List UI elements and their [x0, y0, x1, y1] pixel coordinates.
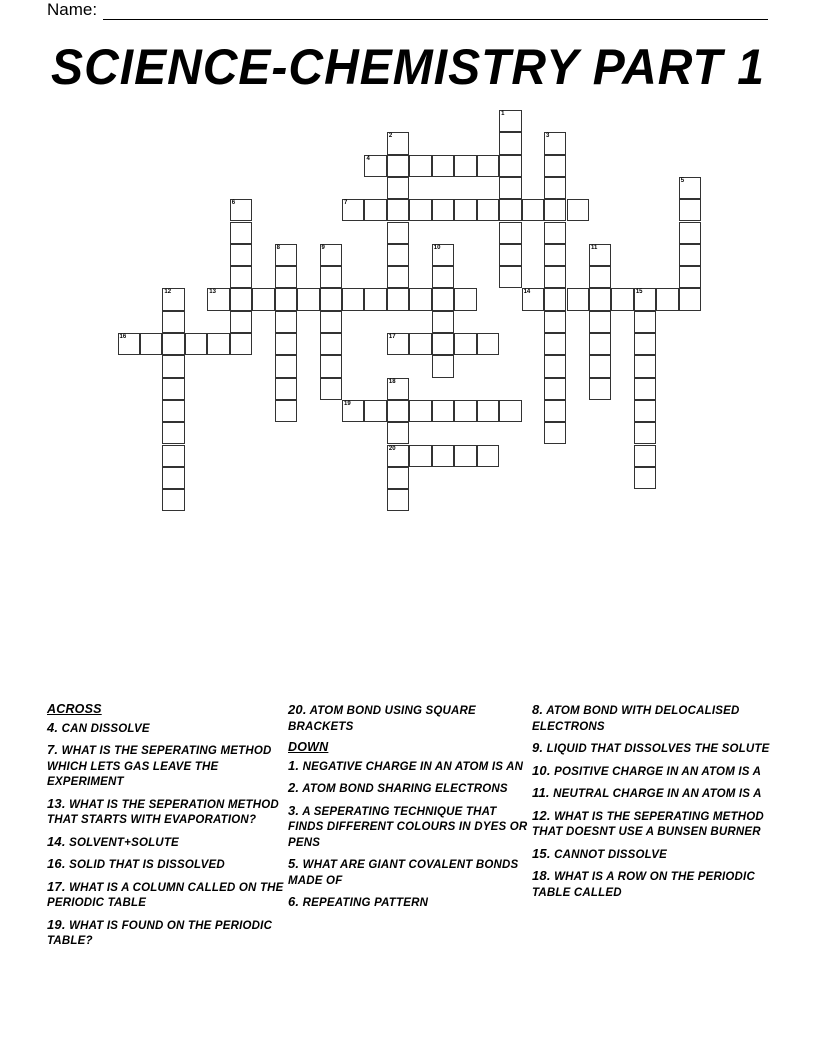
clue-text: POSITIVE CHARGE IN AN ATOM IS A — [554, 765, 762, 778]
crossword-cell[interactable] — [589, 333, 611, 355]
crossword-cell[interactable] — [499, 132, 521, 154]
cell-number: 13 — [209, 289, 216, 296]
clue-text: WHAT ARE GIANT COVALENT BONDS MADE OF — [288, 859, 519, 887]
crossword-cell[interactable] — [544, 177, 566, 199]
crossword-cell[interactable] — [275, 378, 297, 400]
crossword-cell[interactable] — [387, 378, 409, 400]
crossword-cell[interactable] — [432, 288, 454, 310]
crossword-cell[interactable] — [230, 311, 252, 333]
crossword-cell[interactable] — [544, 155, 566, 177]
crossword-cell[interactable] — [409, 400, 431, 422]
crossword-cell[interactable] — [162, 288, 184, 310]
across-heading: ACROSS — [47, 702, 102, 716]
clue-number: 13. — [47, 795, 66, 811]
crossword-cell[interactable] — [387, 400, 409, 422]
crossword-cell[interactable] — [320, 355, 342, 377]
clue-text: SOLID THAT IS DISSOLVED — [69, 859, 225, 871]
crossword-cell[interactable] — [544, 288, 566, 310]
cell-number: 18 — [388, 378, 396, 385]
cell-number: 9 — [321, 244, 325, 251]
crossword-cell[interactable] — [499, 400, 521, 422]
crossword-cell[interactable] — [297, 288, 319, 310]
down-clue — [288, 780, 528, 798]
down-clue — [288, 894, 528, 912]
clue-number: 4. — [47, 719, 59, 735]
crossword-cell[interactable] — [499, 155, 521, 177]
across-clue — [47, 834, 287, 852]
clue-number: 6. — [288, 894, 300, 909]
crossword-cell[interactable] — [320, 266, 342, 288]
name-label: Name: — [47, 0, 98, 19]
cell-number: 8 — [276, 244, 280, 251]
crossword-cell[interactable] — [387, 489, 409, 511]
crossword-cell[interactable] — [275, 311, 297, 333]
clue-text: WHAT IS THE SEPERATION METHOD THAT STARTS WITH EVAPORATION? — [47, 798, 279, 826]
crossword-cell[interactable] — [454, 288, 476, 310]
crossword-cell[interactable] — [589, 355, 611, 377]
crossword-cell[interactable] — [387, 244, 409, 266]
down-clue — [532, 740, 772, 758]
crossword-cell[interactable] — [387, 199, 409, 221]
crossword-cell[interactable] — [409, 288, 431, 310]
crossword-cell[interactable] — [387, 266, 409, 288]
down-heading: DOWN — [288, 740, 329, 754]
crossword-cell[interactable] — [275, 266, 297, 288]
across-clue — [288, 702, 528, 735]
crossword-cell[interactable] — [589, 288, 611, 310]
down-clue — [532, 868, 772, 901]
crossword-cell[interactable] — [230, 244, 252, 266]
crossword-cell[interactable] — [387, 132, 409, 154]
crossword-cell[interactable] — [275, 355, 297, 377]
crossword-cell[interactable] — [567, 199, 589, 221]
crossword-cell[interactable] — [679, 222, 701, 244]
crossword-cell[interactable] — [454, 400, 476, 422]
crossword-cell[interactable] — [432, 244, 454, 266]
crossword-cell[interactable] — [544, 400, 566, 422]
crossword-cell[interactable] — [544, 266, 566, 288]
crossword-cell[interactable] — [387, 333, 409, 355]
crossword-cell[interactable] — [364, 155, 386, 177]
down-clue — [532, 846, 772, 864]
crossword-cell[interactable] — [499, 222, 521, 244]
crossword-cell[interactable] — [567, 288, 589, 310]
crossword-cell[interactable] — [409, 199, 431, 221]
crossword-cell[interactable] — [454, 333, 476, 355]
crossword-cell[interactable] — [432, 266, 454, 288]
down-clue — [532, 785, 772, 803]
crossword-cell[interactable] — [544, 244, 566, 266]
clues-column-2 — [288, 702, 528, 917]
clue-text: NEGATIVE CHARGE IN AN ATOM IS AN — [302, 760, 524, 773]
crossword-cell[interactable] — [679, 288, 701, 310]
clue-text: WHAT IS A ROW ON THE PERIODIC TABLE CALLED — [532, 871, 755, 899]
cell-number: 2 — [388, 133, 393, 140]
crossword-cell[interactable] — [432, 400, 454, 422]
crossword-cell[interactable] — [162, 355, 184, 377]
crossword-cell[interactable] — [544, 422, 566, 444]
crossword-cell[interactable] — [320, 378, 342, 400]
cell-number: 6 — [231, 200, 236, 207]
crossword-cell[interactable] — [477, 445, 499, 467]
cell-number: 15 — [635, 289, 643, 296]
crossword-cell[interactable] — [162, 378, 184, 400]
clue-text: REPEATING PATTERN — [302, 897, 429, 909]
cell-number: 14 — [523, 289, 531, 296]
clue-number: 2. — [288, 780, 300, 795]
crossword-cell[interactable] — [634, 422, 656, 444]
page-title: SCIENCE-CHEMISTRY PART 1 — [51, 39, 765, 96]
crossword-cell[interactable] — [387, 155, 409, 177]
clue-number: 1. — [288, 757, 300, 773]
clue-number: 5. — [288, 856, 300, 871]
crossword-cell[interactable] — [364, 288, 386, 310]
crossword-cell[interactable] — [679, 199, 701, 221]
cell-number: 5 — [680, 177, 685, 184]
crossword-cell[interactable] — [679, 177, 701, 199]
cell-number: 1 — [501, 111, 505, 117]
crossword-cell[interactable] — [499, 244, 521, 266]
crossword-cell[interactable] — [499, 110, 521, 132]
clue-number: 9. — [532, 740, 544, 755]
crossword-cell[interactable] — [589, 244, 611, 266]
crossword-cell[interactable] — [589, 266, 611, 288]
crossword-cell[interactable] — [454, 155, 476, 177]
clue-number: 3. — [288, 802, 300, 818]
crossword-cell[interactable] — [230, 199, 252, 221]
crossword-cell[interactable] — [454, 199, 476, 221]
crossword-cell[interactable] — [432, 155, 454, 177]
crossword-cell[interactable] — [679, 266, 701, 288]
crossword-cell[interactable] — [342, 400, 364, 422]
crossword-cell[interactable] — [544, 378, 566, 400]
crossword-cell[interactable] — [320, 311, 342, 333]
clue-text: NEUTRAL CHARGE IN AN ATOM IS A — [553, 788, 762, 800]
clues-column-1 — [47, 702, 287, 955]
cell-number: 19 — [344, 400, 351, 407]
crossword-cell[interactable] — [387, 445, 409, 467]
cell-number: 12 — [164, 289, 172, 296]
crossword-cell[interactable] — [544, 222, 566, 244]
clue-number: 20. — [288, 702, 307, 717]
clue-text: ATOM BOND WITH DELOCALISED ELECTRONS — [532, 705, 740, 733]
crossword-cell[interactable] — [162, 467, 184, 489]
crossword-cell[interactable] — [162, 445, 184, 467]
cell-number: 7 — [344, 200, 348, 207]
cell-number: 4 — [366, 155, 370, 162]
crossword-cell[interactable] — [162, 333, 184, 355]
crossword-cell[interactable] — [387, 467, 409, 489]
clue-number: 8. — [532, 702, 544, 717]
clue-number: 18. — [532, 868, 551, 883]
clue-text: A SEPERATING TECHNIQUE THAT FINDS DIFFERENT COLOURS IN DYES OR PENS — [288, 805, 528, 849]
across-clue — [47, 879, 287, 912]
crossword-cell[interactable] — [611, 288, 633, 310]
crossword-cell[interactable] — [634, 467, 656, 489]
crossword-cell[interactable] — [432, 355, 454, 377]
clue-text: CAN DISSOLVE — [61, 722, 150, 735]
crossword-cell[interactable] — [544, 311, 566, 333]
crossword-cell[interactable] — [409, 333, 431, 355]
crossword-cell[interactable] — [544, 355, 566, 377]
crossword-cell[interactable] — [387, 422, 409, 444]
crossword-cell[interactable] — [522, 288, 544, 310]
crossword-cell[interactable] — [409, 445, 431, 467]
crossword-cell[interactable] — [342, 288, 364, 310]
crossword-cell[interactable] — [477, 333, 499, 355]
across-clue — [47, 917, 287, 950]
crossword-cell[interactable] — [162, 311, 184, 333]
clue-text: CANNOT DISSOLVE — [554, 848, 667, 861]
crossword-cell[interactable] — [387, 288, 409, 310]
crossword-cell[interactable] — [320, 244, 342, 266]
cell-number: 16 — [119, 334, 127, 340]
across-clue — [47, 856, 287, 874]
crossword-cell[interactable] — [634, 400, 656, 422]
crossword-cell[interactable] — [387, 222, 409, 244]
down-clue — [288, 803, 528, 852]
crossword-cell[interactable] — [275, 244, 297, 266]
clue-text: LIQUID THAT DISSOLVES THE SOLUTE — [546, 743, 770, 755]
crossword-cell[interactable] — [162, 400, 184, 422]
crossword-cell[interactable] — [589, 311, 611, 333]
down-clue — [288, 856, 528, 889]
cell-number: 10 — [433, 244, 441, 251]
down-clue — [532, 808, 772, 841]
crossword-cell[interactable] — [140, 333, 162, 355]
crossword-cell[interactable] — [230, 222, 252, 244]
crossword-cell[interactable] — [679, 244, 701, 266]
clue-number: 19. — [47, 916, 66, 932]
crossword-cell[interactable] — [275, 288, 297, 310]
clue-number: 10. — [532, 762, 551, 778]
crossword-cell[interactable] — [477, 199, 499, 221]
crossword-cell[interactable] — [162, 422, 184, 444]
cell-number: 20 — [388, 445, 396, 452]
crossword-cell[interactable] — [634, 288, 656, 310]
clue-number: 11. — [532, 785, 550, 800]
crossword-cell[interactable] — [185, 333, 207, 355]
crossword-cell[interactable] — [477, 400, 499, 422]
crossword-cell[interactable] — [230, 333, 252, 355]
crossword-cell[interactable] — [207, 288, 229, 310]
crossword-cell[interactable] — [634, 378, 656, 400]
crossword-cell[interactable] — [432, 445, 454, 467]
crossword-cell[interactable] — [634, 355, 656, 377]
crossword-cell[interactable] — [477, 155, 499, 177]
cell-number: 11 — [590, 244, 598, 251]
across-clue — [47, 720, 287, 738]
crossword-cell[interactable] — [320, 288, 342, 310]
cell-number: 17 — [388, 334, 396, 340]
crossword-cell[interactable] — [634, 333, 656, 355]
crossword-cell[interactable] — [118, 333, 140, 355]
crossword-cell[interactable] — [656, 288, 678, 310]
cell-number: 3 — [546, 133, 550, 140]
across-clue — [47, 742, 287, 791]
crossword-cell[interactable] — [409, 155, 431, 177]
crossword-cell[interactable] — [522, 199, 544, 221]
across-clue — [47, 796, 287, 829]
crossword-cell[interactable] — [544, 333, 566, 355]
crossword-cell[interactable] — [364, 400, 386, 422]
clue-text: WHAT IS THE SEPERATING METHOD WHICH LETS GAS LEAVE THE EXPERIMENT — [47, 745, 272, 788]
clue-number: 16. — [47, 856, 66, 871]
clue-text: ATOM BOND SHARING ELECTRONS — [302, 783, 508, 795]
crossword-cell[interactable] — [432, 333, 454, 355]
crossword-cell[interactable] — [432, 311, 454, 333]
crossword-cell[interactable] — [342, 199, 364, 221]
crossword-cell[interactable] — [320, 333, 342, 355]
crossword-cell[interactable] — [230, 288, 252, 310]
clue-text: WHAT IS THE SEPERATING METHOD THAT DOESNT USE A BUNSEN BURNER — [532, 810, 764, 838]
clue-text: ATOM BOND USING SQUARE BRACKETS — [288, 705, 476, 733]
crossword-cell[interactable] — [499, 177, 521, 199]
crossword-cell[interactable] — [252, 288, 274, 310]
clue-text: SOLVENT+SOLUTE — [69, 836, 179, 849]
crossword-cell[interactable] — [634, 445, 656, 467]
crossword-cell[interactable] — [230, 266, 252, 288]
crossword-cell[interactable] — [207, 333, 229, 355]
crossword-cell[interactable] — [544, 199, 566, 221]
crossword-cell[interactable] — [387, 177, 409, 199]
clues-column-3 — [532, 702, 772, 906]
down-clue — [532, 702, 772, 735]
clue-number: 15. — [532, 845, 551, 861]
crossword-cell[interactable] — [162, 489, 184, 511]
crossword-cell[interactable] — [499, 199, 521, 221]
crossword-cell[interactable] — [634, 311, 656, 333]
clue-text: WHAT IS FOUND ON THE PERIODIC TABLE? — [47, 919, 273, 947]
down-clue — [532, 763, 772, 781]
crossword-cell[interactable] — [454, 445, 476, 467]
crossword-cell[interactable] — [432, 199, 454, 221]
clue-number: 14. — [47, 833, 66, 849]
down-clue — [288, 758, 528, 776]
clue-number: 7. — [47, 742, 59, 757]
clue-number: 12. — [532, 807, 551, 823]
crossword-cell[interactable] — [499, 266, 521, 288]
crossword-cell[interactable] — [589, 378, 611, 400]
clue-text: WHAT IS A COLUMN CALLED ON THE PERIODIC TABLE — [47, 881, 284, 909]
crossword-cell[interactable] — [364, 199, 386, 221]
crossword-cell[interactable] — [275, 333, 297, 355]
crossword-cell[interactable] — [275, 400, 297, 422]
clue-number: 17. — [47, 878, 66, 894]
crossword-cell[interactable] — [544, 132, 566, 154]
